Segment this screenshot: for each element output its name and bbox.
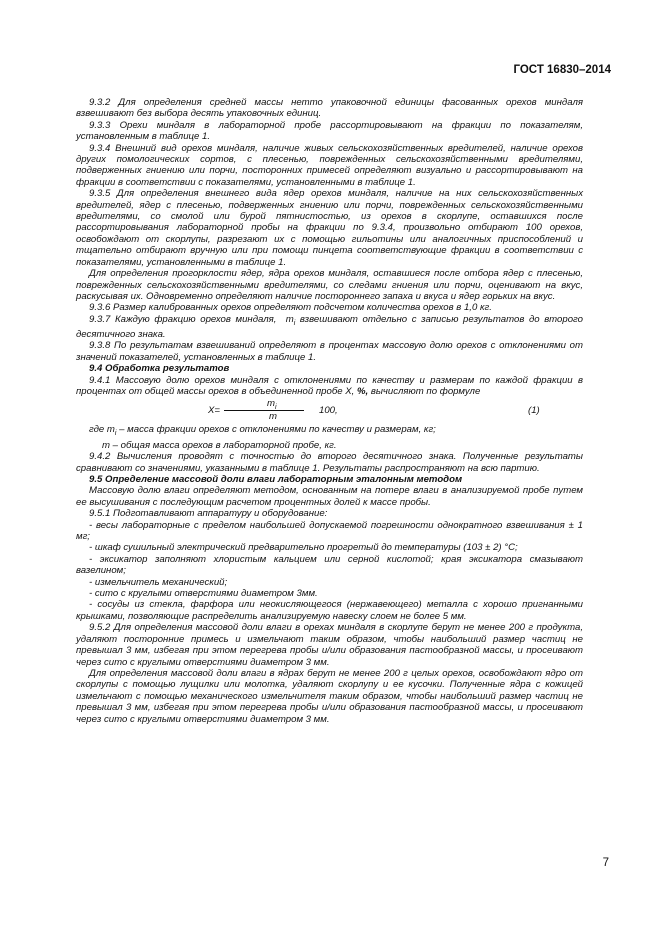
formula-1 — [76, 398, 583, 422]
paragraph-9-3-2: 9.3.2 Для определения средней массы нетто упаковочной единицы фасованных орехов миндаля взвешивают без выбора десять упаковочных единиц. — [76, 97, 583, 120]
paragraph-9-3-5: 9.3.5 Для определения внешнего вида ядер орехов миндаля, наличие на них сельскохозяйственных вредителей, ядер с плесенью, подверженных гниению или порчи, поврежденных сельскохозяйственными вредителями, со смолой или бурой пятнистостью, из орехов в скорлупе, оставшихся после рассортировывания лабораторной пробы на фракции по 9.3.4, произвольно отбирают 100 орехов, освобождают от скорлупы, разрезают их с помощью гильотины или аналогичных приспособлений и тщательно отбирают вручную или при помощи пинцета соответствующие фракции в соответствии с показателями, установленными в таблице 1. — [76, 188, 583, 268]
paragraph-9-5-1: 9.5.1 Подготавливают аппаратуру и оборудование: — [89, 508, 328, 520]
fraction-line — [224, 410, 304, 411]
section-heading-9-5: 9.5 Определение массовой доли влаги лабораторным эталонным методом — [89, 474, 463, 485]
paragraph-kernels-moisture: Для определения массовой доли влаги в ядрах берут не менее 200 г целых орехов, освобождают ядро от скорлупы с помощью лущилки или молотка, удаляют скорлупу и ее кусочки. Полученные ядра с кожицей измельчают с помощью механического измельчителя таким образом, чтобы наибольший размер частиц не превышал 3 мм, избегая при этом перегрева пробы и/или образования пастообразной массы, и просеивают через сито с круглыми отверстиями диаметром 3 мм. — [76, 667, 583, 725]
formula-numerator: $m_i$ — [267, 398, 277, 412]
list-item-grinder: - измельчитель механический; — [89, 576, 228, 588]
paragraph-9-5: Массовую долю влаги определяют методом, основанным на потере влаги в анализируемой пробе путем ее высушивания с последующим расчетом процентных долей к массе пробы. — [76, 485, 583, 508]
page-number: 7 — [602, 857, 609, 869]
paragraph-rancidity: Для определения прогорклости ядер, ядра орехов миндаля, оставшиеся после отбора ядер с плесенью, поврежденных сельскохозяйственными вредителями, со следами гниения или порчи, оценивают на вкус, раскусывая их. Одновременно определяют наличие постороннего запаха и вкуса и ядер горьких на вкус. — [76, 268, 583, 302]
where-m: m – общая масса орехов в лабораторной пробе, кг. — [102, 439, 337, 451]
list-item-desiccator: - эксикатор заполняют хлористым кальцием или серной кислотой; края эксикатора смазывают вазелином; — [76, 553, 583, 577]
section-heading-9-4: 9.4 Обработка результатов — [89, 363, 230, 375]
document-body — [76, 97, 583, 725]
paragraph-9-3-3: 9.3.3 Орехи миндаля в лабораторной пробе рассортировывают на фракции по показателям, установленным в таблице 1. — [76, 119, 583, 143]
where-mi: где $m_i$ – масса фракции орехов с отклонениями по качеству и размерам, кг; — [89, 424, 436, 438]
paragraph-9-3-4: 9.3.4 Внешний вид орехов миндаля, наличие живых сельскохозяйственных вредителей, наличие орехов других помологических сортов, с плесенью, поврежденных сельскохозяйственными вредителями, подверженных гниению или порчи, посторонних примесей определяют визуально и рассортировывают на фракции в соответствии с показателями, установленными в таблице 1. — [76, 142, 583, 188]
list-item-sieve: - сито с круглыми отверстиями диаметром 3мм. — [89, 588, 318, 600]
list-item-oven: - шкаф сушильный электрический предварительно прогретый до температуры (103 ± 2) °С; — [89, 542, 518, 554]
paragraph-9-3-6: 9.3.6 Размер калиброванных орехов определяют подсчетом количества орехов в 1,0 кг. — [89, 302, 492, 314]
paragraph-9-4-1: 9.4.1 Массовую долю орехов миндаля с отклонениями по качеству и размерам по каждой фракции в процентах от общей массы орехов в объединенной пробе X, %, вычисляют по формуле — [76, 374, 583, 398]
equation-number: (1) — [528, 405, 540, 417]
formula-multiplier: 100, — [319, 405, 338, 417]
paragraph-9-4-2: 9.4.2 Вычисления проводят с точностью до второго десятичного знака. Полученные результаты сравнивают со значениями, указанными в таблице 1. Результаты распространяют на всю партию. — [76, 451, 583, 474]
formula-denominator: m — [269, 411, 277, 423]
document-header: ГОСТ 16830–2014 — [513, 64, 611, 76]
paragraph-9-3-7: 9.3.7 Каждую фракцию орехов миндаля, $m_i$ взвешивают отдельно с записью результатов до второго десятичного знака. — [76, 313, 583, 341]
formula-lhs: X= — [208, 405, 221, 417]
list-item-vessels: - сосуды из стекла, фарфора или неокисляющегося (нержавеющего) металла с хорошо пригнанными крышками, позволяющие распределить анализируемую навеску слоем не более 5 мм. — [76, 599, 583, 622]
list-item-scales: - весы лабораторные с пределом наибольшей допускаемой погрешности однократного взвешивания ± 1 мг; — [76, 519, 583, 543]
paragraph-9-5-2: 9.5.2 Для определения массовой доли влаги в орехах миндаля в скорлупе берут не менее 200 г продукта, удаляют посторонние примесь и измельчают таким образом, чтобы наибольший размер частиц не превышал 3 мм, избегая при этом перегрева пробы и/или образования пастообразной массы, и просеивают через сито с круглыми отверстиями диаметром 3 мм. — [76, 622, 583, 668]
paragraph-9-3-8: 9.3.8 По результатам взвешиваний определяют в процентах массовую долю орехов с отклонениями от значений показателей, установленных в таблице 1. — [76, 340, 583, 363]
